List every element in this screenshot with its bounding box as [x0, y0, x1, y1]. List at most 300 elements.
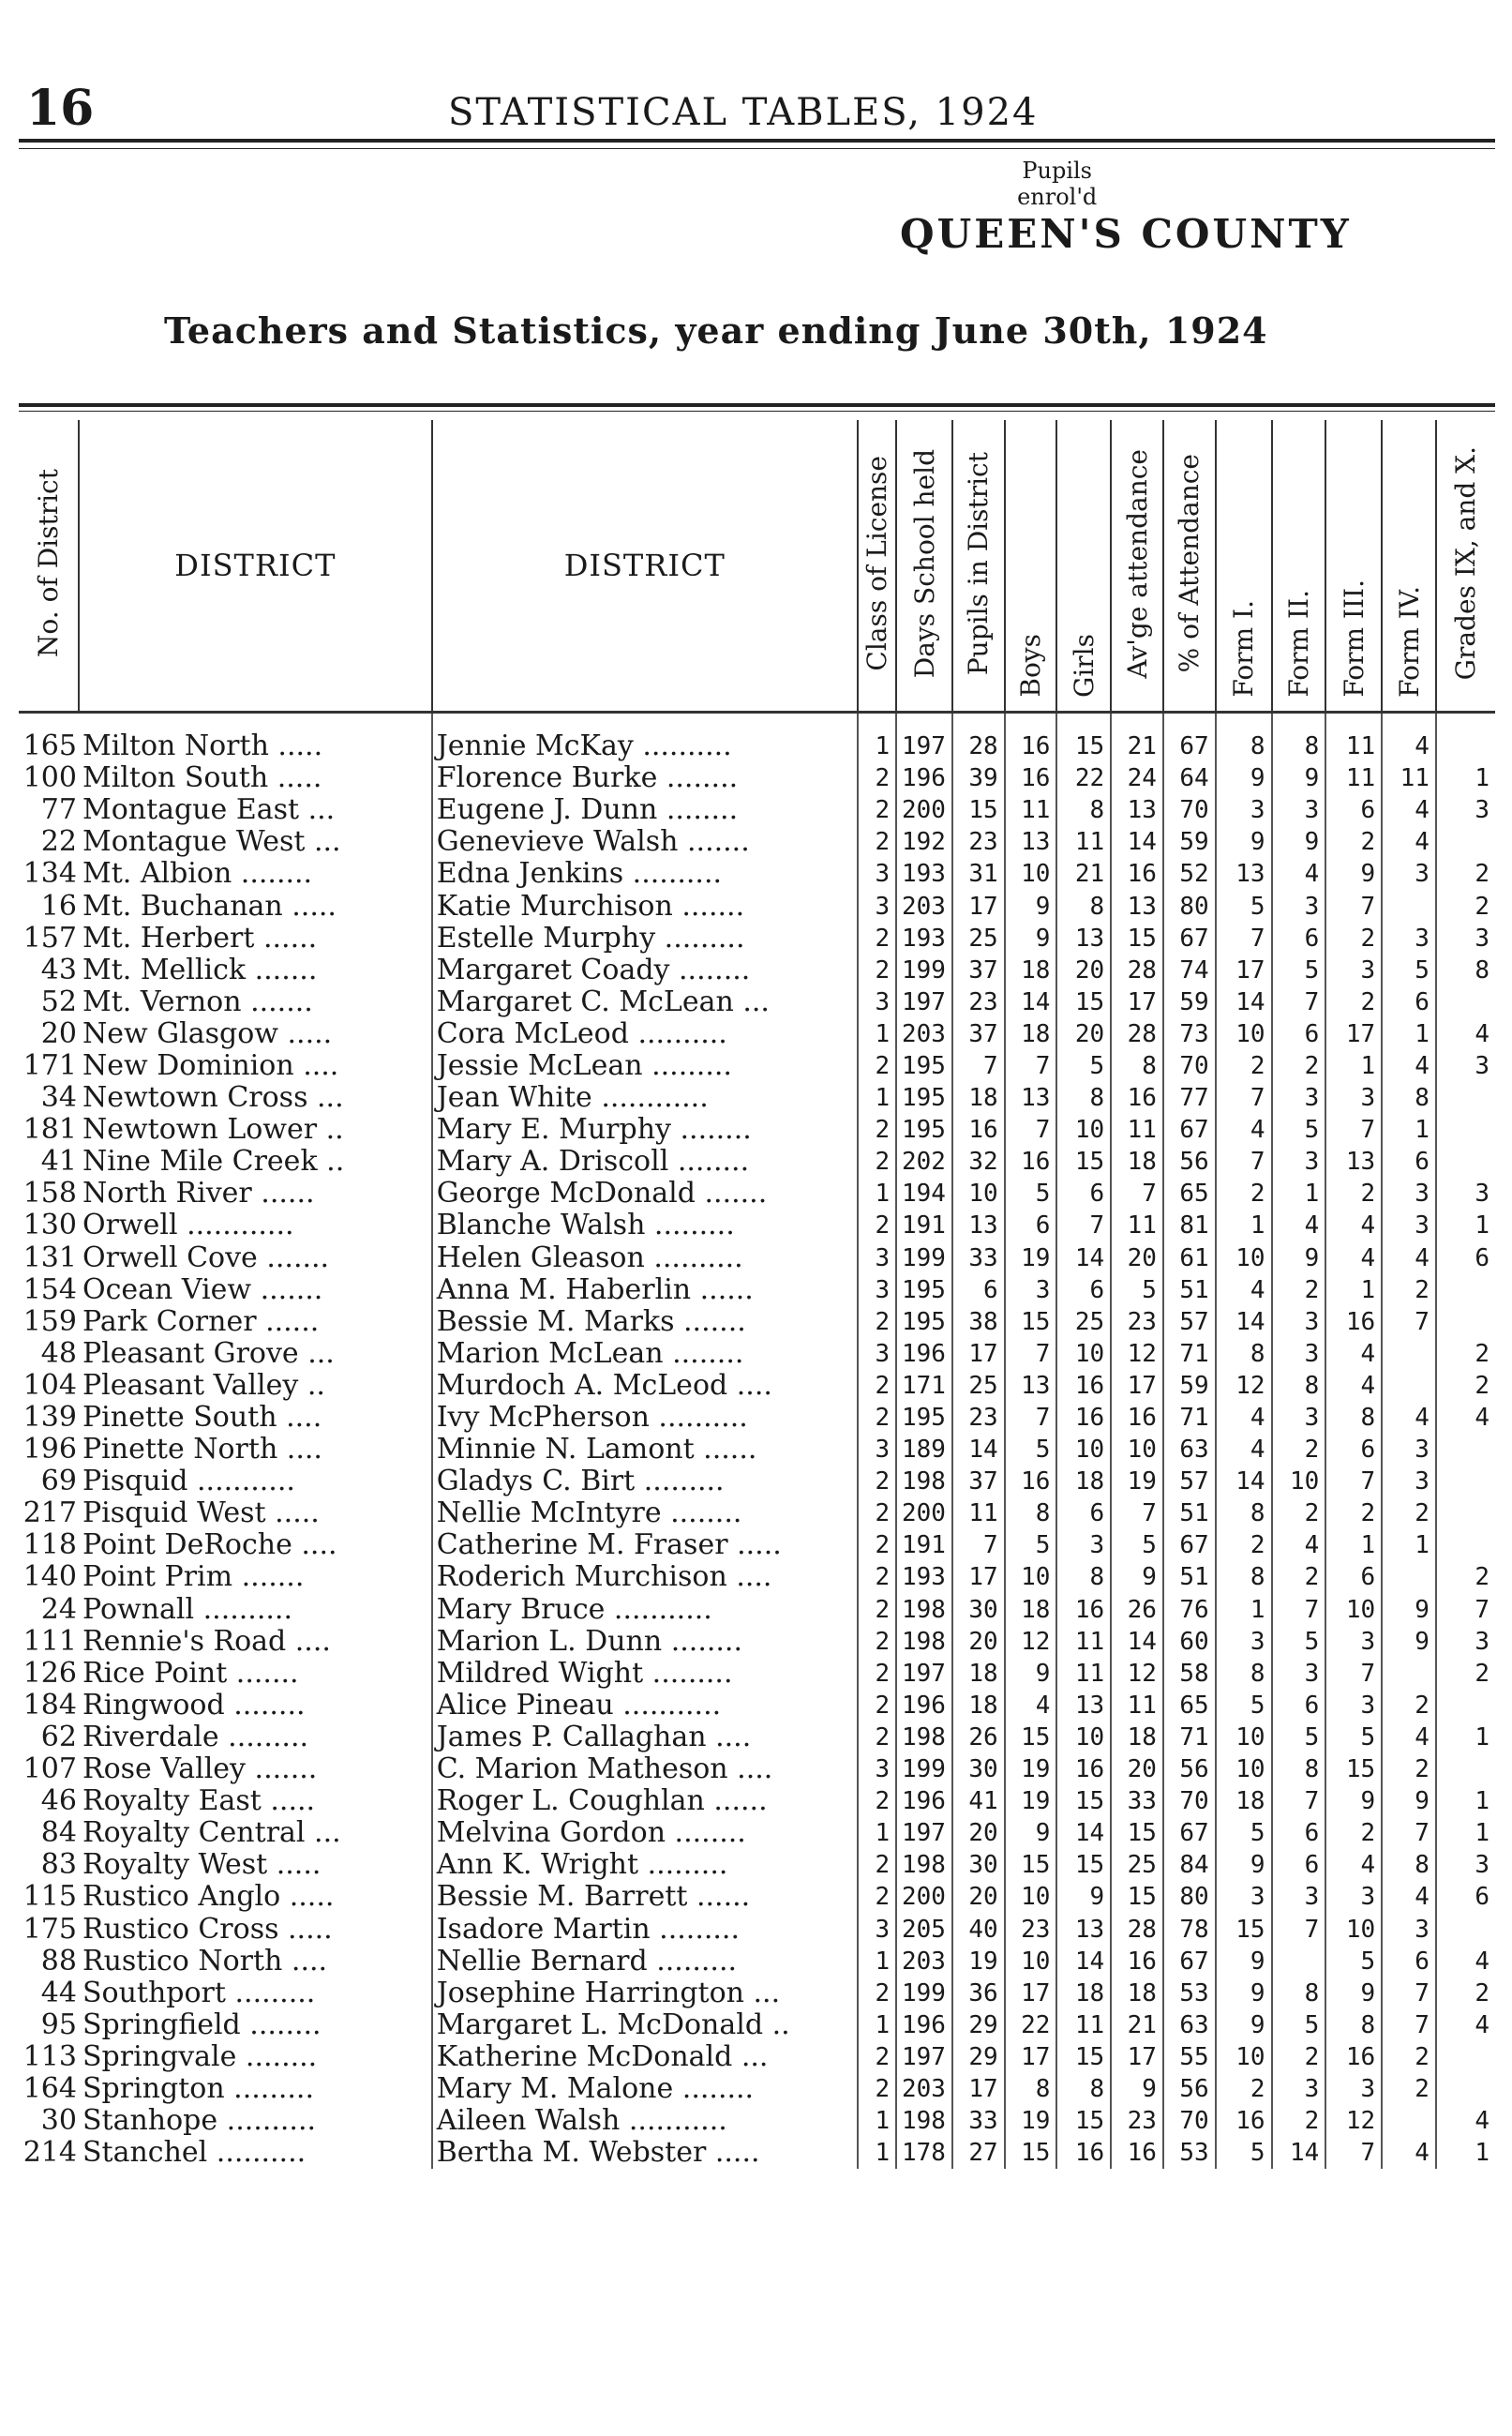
teacher-name-cell: James P. Callaghan ....: [432, 1722, 858, 1753]
grades-9-10-cell: 8: [1436, 955, 1495, 986]
header-teacher: DISTRICT: [432, 420, 858, 713]
girls-cell: 15: [1056, 986, 1111, 1018]
header-avg: Av'ge attendance: [1111, 420, 1163, 713]
pupils-in-district-cell: 40: [952, 1913, 1005, 1945]
pupils-in-district-cell: 30: [952, 1594, 1005, 1626]
form-2-cell: 1: [1272, 1178, 1326, 1210]
average-attendance-cell: 14: [1111, 1626, 1163, 1658]
pupils-in-district-cell: 18: [952, 1082, 1005, 1114]
class-of-license-cell: 2: [858, 1497, 896, 1529]
district-number-cell: 154: [22, 1273, 77, 1306]
header-district: DISTRICT: [79, 420, 432, 713]
class-of-license-cell: 1: [858, 1082, 896, 1114]
percent-attendance-cell: 67: [1163, 923, 1216, 955]
grades-9-10-cell: [1436, 1690, 1495, 1722]
form-4-cell: 8: [1382, 1082, 1436, 1114]
girls-cell: 15: [1056, 2041, 1111, 2073]
girls-cell: 11: [1056, 826, 1111, 858]
percent-attendance-cell: 56: [1163, 1146, 1216, 1178]
grades-9-10-cell: [1436, 1753, 1495, 1785]
form-3-cell: 1: [1325, 1529, 1382, 1561]
district-name-cell: Park Corner ......: [82, 1305, 320, 1338]
class-of-license-cell: 2: [858, 794, 896, 826]
average-attendance-cell: 11: [1111, 1210, 1163, 1241]
girls-cell: 18: [1056, 1466, 1111, 1497]
girls-cell: 25: [1056, 1306, 1111, 1338]
girls-cell: 5: [1056, 1050, 1111, 1082]
district-number-cell: 84: [40, 1817, 77, 1850]
header-form-4: Form IV.: [1382, 420, 1436, 713]
days-held-cell: 195: [896, 1274, 952, 1306]
boys-cell: 18: [1005, 955, 1057, 986]
form-2-cell: 7: [1272, 1594, 1326, 1626]
district-number-cell: 48: [40, 1337, 77, 1370]
district-name-cell: Rustico North ....: [82, 1945, 328, 1977]
form-3-cell: 2: [1325, 1178, 1382, 1210]
form-3-cell: 6: [1325, 794, 1382, 826]
form-3-cell: 17: [1325, 1018, 1382, 1050]
pupils-in-district-cell: 31: [952, 858, 1005, 890]
class-of-license-cell: 3: [858, 986, 896, 1018]
table-row: [19, 986, 1495, 1018]
form-3-cell: 9: [1325, 1785, 1382, 1817]
form-3-cell: 10: [1325, 1913, 1382, 1945]
grades-9-10-cell: [1436, 986, 1495, 1018]
table-row: [19, 1466, 1495, 1497]
class-of-license-cell: 1: [858, 2009, 896, 2041]
pupils-in-district-cell: 14: [952, 1434, 1005, 1466]
average-attendance-cell: 15: [1111, 1817, 1163, 1849]
boys-cell: 9: [1005, 1658, 1057, 1690]
form-2-cell: 2: [1272, 2041, 1326, 2073]
boys-cell: 19: [1005, 2105, 1057, 2137]
pupils-in-district-cell: 10: [952, 1178, 1005, 1210]
girls-cell: 9: [1056, 1881, 1111, 1913]
form-1-cell: 9: [1216, 1849, 1272, 1881]
days-held-cell: 199: [896, 1977, 952, 2009]
grades-9-10-cell: 4: [1436, 2105, 1495, 2137]
form-2-cell: 14: [1272, 2137, 1326, 2169]
percent-attendance-cell: 51: [1163, 1274, 1216, 1306]
grades-9-10-cell: 2: [1436, 1977, 1495, 2009]
boys-cell: 6: [1005, 1210, 1057, 1241]
form-3-cell: 6: [1325, 1561, 1382, 1593]
boys-cell: 15: [1005, 1849, 1057, 1881]
form-3-cell: 11: [1325, 713, 1382, 763]
form-4-cell: 9: [1382, 1785, 1436, 1817]
class-of-license-cell: 1: [858, 2137, 896, 2169]
class-of-license-cell: 3: [858, 890, 896, 922]
district-number-cell: 184: [22, 1689, 77, 1722]
table-row: [19, 2137, 1495, 2169]
table-row: [19, 2105, 1495, 2137]
form-2-cell: 7: [1272, 1913, 1326, 1945]
pupils-in-district-cell: 6: [952, 1274, 1005, 1306]
days-held-cell: 196: [896, 2009, 952, 2041]
pupils-in-district-cell: 11: [952, 1497, 1005, 1529]
days-held-cell: 191: [896, 1529, 952, 1561]
table-row: [19, 1594, 1495, 1626]
percent-attendance-cell: 52: [1163, 858, 1216, 890]
top-rule-thin: [19, 148, 1495, 149]
girls-cell: 15: [1056, 713, 1111, 763]
form-4-cell: 7: [1382, 1977, 1436, 2009]
grades-9-10-cell: 2: [1436, 890, 1495, 922]
form-1-cell: 5: [1216, 1817, 1272, 1849]
class-of-license-cell: 2: [858, 923, 896, 955]
district-name-cell: Ocean View .......: [82, 1273, 323, 1306]
boys-cell: 14: [1005, 986, 1057, 1018]
days-held-cell: 199: [896, 1753, 952, 1785]
grades-9-10-cell: 1: [1436, 1210, 1495, 1241]
class-of-license-cell: 1: [858, 1018, 896, 1050]
table-row: [19, 1626, 1495, 1658]
district-number-cell: 95: [40, 2008, 77, 2041]
boys-cell: 17: [1005, 2041, 1057, 2073]
form-4-cell: 3: [1382, 1210, 1436, 1241]
table-row: [19, 1785, 1495, 1817]
boys-cell: 16: [1005, 1466, 1057, 1497]
table-row: [19, 762, 1495, 794]
boys-cell: 4: [1005, 1690, 1057, 1722]
teacher-name-cell: Margaret Coady ........: [432, 955, 858, 986]
form-3-cell: 4: [1325, 1210, 1382, 1241]
teacher-name-cell: Mary Bruce ...........: [432, 1594, 858, 1626]
grades-9-10-cell: 4: [1436, 2009, 1495, 2041]
class-of-license-cell: 2: [858, 1050, 896, 1082]
girls-cell: 14: [1056, 1946, 1111, 1977]
girls-cell: 11: [1056, 1626, 1111, 1658]
table-row: [19, 923, 1495, 955]
district-number-cell: 164: [22, 2072, 77, 2105]
grades-9-10-cell: [1436, 1274, 1495, 1306]
table-row: [19, 2073, 1495, 2105]
class-of-license-cell: 3: [858, 1913, 896, 1945]
table-row: [19, 826, 1495, 858]
girls-cell: 7: [1056, 1210, 1111, 1241]
grades-9-10-cell: [1436, 1466, 1495, 1497]
district-name-cell: Pinette North ....: [82, 1434, 322, 1466]
pupils-in-district-cell: 20: [952, 1626, 1005, 1658]
girls-cell: 8: [1056, 1082, 1111, 1114]
district-number-cell: 83: [40, 1849, 77, 1882]
average-attendance-cell: 9: [1111, 2073, 1163, 2105]
table-row: [19, 2041, 1495, 2073]
district-number-cell: 88: [40, 1945, 77, 1977]
teacher-name-cell: Mary A. Driscoll ........: [432, 1146, 858, 1178]
district-name-cell: Newtown Lower ..: [82, 1114, 344, 1147]
days-held-cell: 198: [896, 1722, 952, 1753]
table-row: [19, 713, 1495, 763]
girls-cell: 14: [1056, 1242, 1111, 1274]
average-attendance-cell: 16: [1111, 2137, 1163, 2169]
grades-9-10-cell: 7: [1436, 1594, 1495, 1626]
girls-cell: 21: [1056, 858, 1111, 890]
header-girls: Girls: [1056, 420, 1111, 713]
district-name-cell: Nine Mile Creek ..: [82, 1146, 345, 1179]
percent-attendance-cell: 55: [1163, 2041, 1216, 2073]
pupils-in-district-cell: 37: [952, 1466, 1005, 1497]
form-1-cell: 8: [1216, 713, 1272, 763]
table-row: [19, 1977, 1495, 2009]
average-attendance-cell: 24: [1111, 762, 1163, 794]
form-4-cell: 1: [1382, 1529, 1436, 1561]
percent-attendance-cell: 59: [1163, 1370, 1216, 1402]
average-attendance-cell: 16: [1111, 1082, 1163, 1114]
table-row: [19, 2009, 1495, 2041]
average-attendance-cell: 25: [1111, 1849, 1163, 1881]
district-name-cell: Rennie's Road ....: [82, 1625, 331, 1658]
district-name-cell: Royalty Central ...: [82, 1817, 341, 1850]
form-3-cell: 7: [1325, 2137, 1382, 2169]
district-number-cell: 130: [22, 1210, 77, 1242]
days-held-cell: 198: [896, 2105, 952, 2137]
district-name-cell: Rose Valley .......: [82, 1753, 318, 1786]
days-held-cell: 203: [896, 1946, 952, 1977]
header-days: Days School held: [896, 420, 952, 713]
class-of-license-cell: 2: [858, 1849, 896, 1881]
district-number-cell: 30: [40, 2105, 77, 2138]
boys-cell: 16: [1005, 1146, 1057, 1178]
grades-9-10-cell: 1: [1436, 1722, 1495, 1753]
district-name-cell: Mt. Albion ........: [82, 858, 313, 891]
district-number-cell: 126: [22, 1657, 77, 1690]
class-of-license-cell: 3: [858, 1434, 896, 1466]
district-number-cell: 217: [22, 1497, 77, 1530]
grades-9-10-cell: 3: [1436, 1849, 1495, 1881]
district-name-cell: Rustico Anglo .....: [82, 1881, 335, 1914]
class-of-license-cell: 2: [858, 1146, 896, 1178]
pupils-in-district-cell: 33: [952, 1242, 1005, 1274]
form-4-cell: 11: [1382, 762, 1436, 794]
form-4-cell: 9: [1382, 1594, 1436, 1626]
teacher-name-cell: Helen Gleason ..........: [432, 1242, 858, 1274]
district-name-cell: Pisquid West .....: [82, 1497, 320, 1530]
district-number-cell: 113: [22, 2040, 77, 2073]
boys-cell: 10: [1005, 858, 1057, 890]
average-attendance-cell: 12: [1111, 1658, 1163, 1690]
boys-cell: 15: [1005, 1306, 1057, 1338]
teacher-name-cell: Blanche Walsh .........: [432, 1210, 858, 1241]
form-4-cell: 4: [1382, 1722, 1436, 1753]
form-3-cell: 15: [1325, 1753, 1382, 1785]
pupils-in-district-cell: 29: [952, 2009, 1005, 2041]
girls-cell: 10: [1056, 1338, 1111, 1370]
teacher-name-cell: Margaret L. McDonald ..: [432, 2009, 858, 2041]
form-1-cell: 13: [1216, 858, 1272, 890]
girls-cell: 13: [1056, 1690, 1111, 1722]
girls-cell: 10: [1056, 1114, 1111, 1146]
form-1-cell: 9: [1216, 826, 1272, 858]
form-4-cell: 4: [1382, 1881, 1436, 1913]
teacher-name-cell: Mary E. Murphy ........: [432, 1114, 858, 1146]
form-2-cell: 2: [1272, 1050, 1326, 1082]
table-body: [19, 713, 1495, 2170]
form-3-cell: 3: [1325, 1690, 1382, 1722]
pupils-in-district-cell: 15: [952, 794, 1005, 826]
boys-cell: 11: [1005, 794, 1057, 826]
days-held-cell: 198: [896, 1626, 952, 1658]
girls-cell: 10: [1056, 1722, 1111, 1753]
teacher-name-cell: Edna Jenkins ..........: [432, 858, 858, 890]
district-number-cell: 140: [22, 1561, 77, 1594]
percent-attendance-cell: 59: [1163, 986, 1216, 1018]
grades-9-10-cell: [1436, 1082, 1495, 1114]
days-held-cell: 196: [896, 1338, 952, 1370]
running-head: STATISTICAL TABLES, 1924: [448, 91, 1039, 134]
teacher-name-cell: Aileen Walsh ...........: [432, 2105, 858, 2137]
form-2-cell: 3: [1272, 794, 1326, 826]
class-of-license-cell: 2: [858, 1881, 896, 1913]
district-number-cell: 16: [40, 890, 77, 923]
average-attendance-cell: 20: [1111, 1242, 1163, 1274]
form-4-cell: 7: [1382, 2009, 1436, 2041]
form-2-cell: 6: [1272, 923, 1326, 955]
teacher-name-cell: Jessie McLean .........: [432, 1050, 858, 1082]
class-of-license-cell: 3: [858, 1753, 896, 1785]
district-number-cell: 131: [22, 1241, 77, 1274]
teacher-name-cell: Gladys C. Birt .........: [432, 1466, 858, 1497]
grades-9-10-cell: 1: [1436, 1785, 1495, 1817]
teacher-name-cell: Florence Burke ........: [432, 762, 858, 794]
average-attendance-cell: 23: [1111, 2105, 1163, 2137]
class-of-license-cell: 2: [858, 1466, 896, 1497]
teacher-name-cell: Genevieve Walsh .......: [432, 826, 858, 858]
days-held-cell: 203: [896, 2073, 952, 2105]
form-2-cell: 6: [1272, 1817, 1326, 1849]
pupils-in-district-cell: 20: [952, 1881, 1005, 1913]
district-number-cell: 41: [40, 1146, 77, 1179]
form-4-cell: 1: [1382, 1114, 1436, 1146]
form-4-cell: [1382, 890, 1436, 922]
teacher-name-cell: Josephine Harrington ...: [432, 1977, 858, 2009]
days-held-cell: 193: [896, 1561, 952, 1593]
table-row: [19, 1210, 1495, 1241]
pupils-in-district-cell: 13: [952, 1210, 1005, 1241]
girls-cell: 6: [1056, 1178, 1111, 1210]
page-number: 16: [26, 80, 95, 137]
form-2-cell: 7: [1272, 1785, 1326, 1817]
form-2-cell: 2: [1272, 1274, 1326, 1306]
average-attendance-cell: 28: [1111, 1018, 1163, 1050]
teacher-name-cell: Marion L. Dunn ........: [432, 1626, 858, 1658]
district-name-cell: Milton North .....: [82, 729, 323, 763]
form-1-cell: 7: [1216, 1146, 1272, 1178]
average-attendance-cell: 26: [1111, 1594, 1163, 1626]
district-number-cell: 20: [40, 1017, 77, 1050]
days-held-cell: 200: [896, 1497, 952, 1529]
girls-cell: 11: [1056, 1658, 1111, 1690]
form-1-cell: 2: [1216, 1178, 1272, 1210]
form-3-cell: 9: [1325, 858, 1382, 890]
average-attendance-cell: 23: [1111, 1306, 1163, 1338]
percent-attendance-cell: 67: [1163, 713, 1216, 763]
days-held-cell: 196: [896, 762, 952, 794]
table-row: [19, 1082, 1495, 1114]
district-number-cell: 181: [22, 1114, 77, 1147]
girls-cell: 8: [1056, 1561, 1111, 1593]
days-held-cell: 195: [896, 1402, 952, 1434]
grades-9-10-cell: 2: [1436, 1370, 1495, 1402]
table-row: [19, 1753, 1495, 1785]
girls-cell: 6: [1056, 1274, 1111, 1306]
form-1-cell: 14: [1216, 1306, 1272, 1338]
average-attendance-cell: 13: [1111, 794, 1163, 826]
percent-attendance-cell: 53: [1163, 1977, 1216, 2009]
form-3-cell: 1: [1325, 1050, 1382, 1082]
district-number-cell: 171: [22, 1049, 77, 1082]
class-of-license-cell: 2: [858, 1561, 896, 1593]
pupils-in-district-cell: 23: [952, 1402, 1005, 1434]
form-1-cell: 5: [1216, 1690, 1272, 1722]
header-pupils-district: Pupils in District: [952, 420, 1005, 713]
girls-cell: 16: [1056, 1594, 1111, 1626]
percent-attendance-cell: 71: [1163, 1338, 1216, 1370]
district-number-cell: 46: [40, 1785, 77, 1818]
grades-9-10-cell: 4: [1436, 1402, 1495, 1434]
form-1-cell: 3: [1216, 794, 1272, 826]
boys-cell: 16: [1005, 762, 1057, 794]
grades-9-10-cell: 1: [1436, 1817, 1495, 1849]
table-row: [19, 1881, 1495, 1913]
days-held-cell: 191: [896, 1210, 952, 1241]
table-row: [19, 1114, 1495, 1146]
pupils-in-district-cell: 27: [952, 2137, 1005, 2169]
class-of-license-cell: 1: [858, 1817, 896, 1849]
form-1-cell: 3: [1216, 1626, 1272, 1658]
class-of-license-cell: 2: [858, 762, 896, 794]
average-attendance-cell: 8: [1111, 1050, 1163, 1082]
boys-cell: 7: [1005, 1114, 1057, 1146]
girls-cell: 11: [1056, 2009, 1111, 2041]
days-held-cell: 200: [896, 794, 952, 826]
district-number-cell: 115: [22, 1881, 77, 1914]
teacher-name-cell: Estelle Murphy .........: [432, 923, 858, 955]
form-3-cell: 7: [1325, 1658, 1382, 1690]
table-row: [19, 1370, 1495, 1402]
grades-9-10-cell: [1436, 2041, 1495, 2073]
form-4-cell: 2: [1382, 2073, 1436, 2105]
girls-cell: 20: [1056, 955, 1111, 986]
percent-attendance-cell: 71: [1163, 1722, 1216, 1753]
form-2-cell: [1272, 1946, 1326, 1977]
grades-9-10-cell: [1436, 1434, 1495, 1466]
teacher-name-cell: Jennie McKay ..........: [432, 713, 858, 763]
form-3-cell: 8: [1325, 1402, 1382, 1434]
percent-attendance-cell: 70: [1163, 794, 1216, 826]
form-1-cell: 1: [1216, 1210, 1272, 1241]
form-4-cell: 9: [1382, 1626, 1436, 1658]
pupils-in-district-cell: 36: [952, 1977, 1005, 2009]
district-name-cell: Rustico Cross .....: [82, 1913, 333, 1946]
girls-cell: 22: [1056, 762, 1111, 794]
average-attendance-cell: 20: [1111, 1753, 1163, 1785]
grades-9-10-cell: [1436, 1114, 1495, 1146]
form-3-cell: 12: [1325, 2105, 1382, 2137]
form-2-cell: 7: [1272, 986, 1326, 1018]
average-attendance-cell: 18: [1111, 1146, 1163, 1178]
days-held-cell: 195: [896, 1306, 952, 1338]
days-held-cell: 197: [896, 713, 952, 763]
girls-cell: 15: [1056, 1146, 1111, 1178]
class-of-license-cell: 3: [858, 1338, 896, 1370]
form-1-cell: 4: [1216, 1434, 1272, 1466]
girls-cell: 15: [1056, 2105, 1111, 2137]
form-3-cell: 2: [1325, 986, 1382, 1018]
pupils-in-district-cell: 25: [952, 923, 1005, 955]
average-attendance-cell: 17: [1111, 1370, 1163, 1402]
days-held-cell: 171: [896, 1370, 952, 1402]
